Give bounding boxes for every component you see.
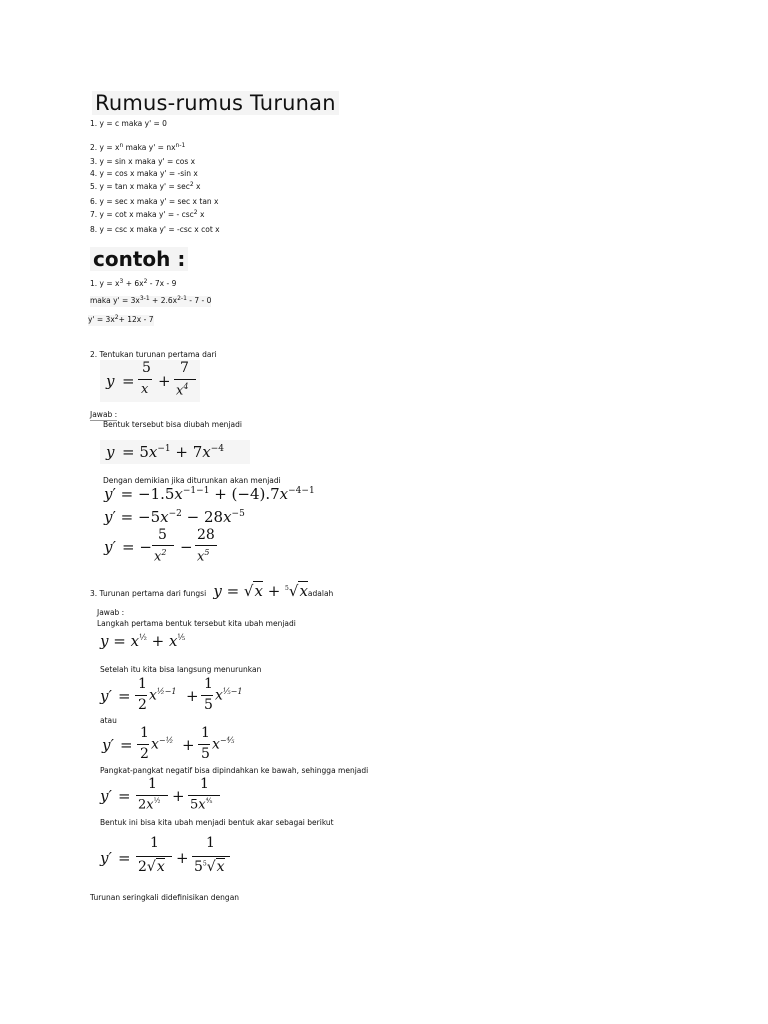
example3-step4: y′ = 1 2√x + 1 $5^5√x$ [98, 835, 238, 881]
example3-bentuk-akar: Bentuk ini bisa kita ubah menjadi bentuk akar sebagai berikut [100, 818, 334, 827]
example2-step1: $y' = -1.5x^{-1-1} + (-4).7x^{-4-1}$ [104, 485, 315, 503]
rule-6: 6. y = sec x maka y' = sec x tan x [90, 197, 219, 206]
example3-step1: y′ = 1 2 $x^{\frac{1}{2}-1}$ + 1 5 $x^{\frac{1}{5}-1}$ [100, 676, 243, 713]
rule-1: 1. y = c maka y' = 0 [90, 119, 167, 128]
example2-step3: y′ = − 5 $x^2$ − 28 $x^5$ [100, 527, 220, 567]
example2-prompt: 2. Tentukan turunan pertama dari [90, 350, 217, 359]
example3-setelah: Setelah itu kita bisa langsung menurunkan [100, 665, 262, 674]
example3-step3: y′ = 1 $2x^{\frac{1}{2}}$ + 1 $5x^{\frac{4}{5}}$ [98, 776, 228, 818]
footer-text: Turunan seringkali didefinisikan dengan [90, 893, 240, 902]
example2-formula: y = 5 x + 7 $x^4$ [100, 360, 200, 402]
rule-8: 8. y = csc x maka y' = -csc x cot x [90, 225, 220, 234]
example3-prompt: 3. Turunan pertama dari fungsi y = √x + $^5$√xadalah [90, 582, 334, 600]
rule-2: 2. $y = x^n$ maka $y' = nx^{n-1}$ [90, 142, 186, 152]
example1-line2: maka $y' = 3x^{3-1} + 2.6x^{2-1} - 7 - 0$ [90, 295, 212, 305]
example1-line3: $y' = 3x^2+ 12x - 7$ [88, 314, 154, 324]
rule-3: 3. y = sin x maka y' = cos x [90, 157, 196, 166]
contoh-heading: contoh : [90, 247, 188, 271]
example2-dengan: Dengan demikian jika diturunkan akan menjadi [103, 476, 281, 485]
page-title: Rumus-rumus Turunan [92, 91, 339, 115]
example3-rewrite: $y = x^{\frac{1}{2}} + x^{\frac{1}{5}}$ [100, 632, 186, 650]
example3-langkah: Langkah pertama bentuk tersebut kita ubah menjadi [97, 619, 296, 628]
example3-atau: atau [100, 716, 117, 725]
example3-pangkat: Pangkat-pangkat negatif bisa dipindahkan ke bawah, sehingga menjadi [100, 766, 369, 775]
rule-7: 7. y = cot x maka y' = - $\csc^2 x$ [90, 209, 205, 219]
example3-step2: y′ = 1 2 $x^{-\frac{1}{2}}$ + 1 5 $x^{-\frac{4}{5}}$ [102, 725, 235, 762]
example2-bentuk: Bentuk tersebut bisa diubah menjadi [103, 420, 242, 429]
example2-jawab: Jawab : [90, 410, 118, 419]
example1-line1: 1. $y = x^3 + 6x^2 - 7x - 9$ [90, 278, 177, 288]
example2-step2: $y' = -5x^{-2} - 28x^{-5}$ [104, 508, 245, 526]
rule-4: 4. y = cos x maka y' = -sin x [90, 169, 198, 178]
example2-rewrite: y = $5x^{-1} + 7x^{-4}$ [100, 440, 250, 464]
example3-jawab: Jawab : [97, 608, 125, 617]
rule-5: 5. y = tan x maka $y' = \sec^2 x$ [90, 181, 201, 191]
